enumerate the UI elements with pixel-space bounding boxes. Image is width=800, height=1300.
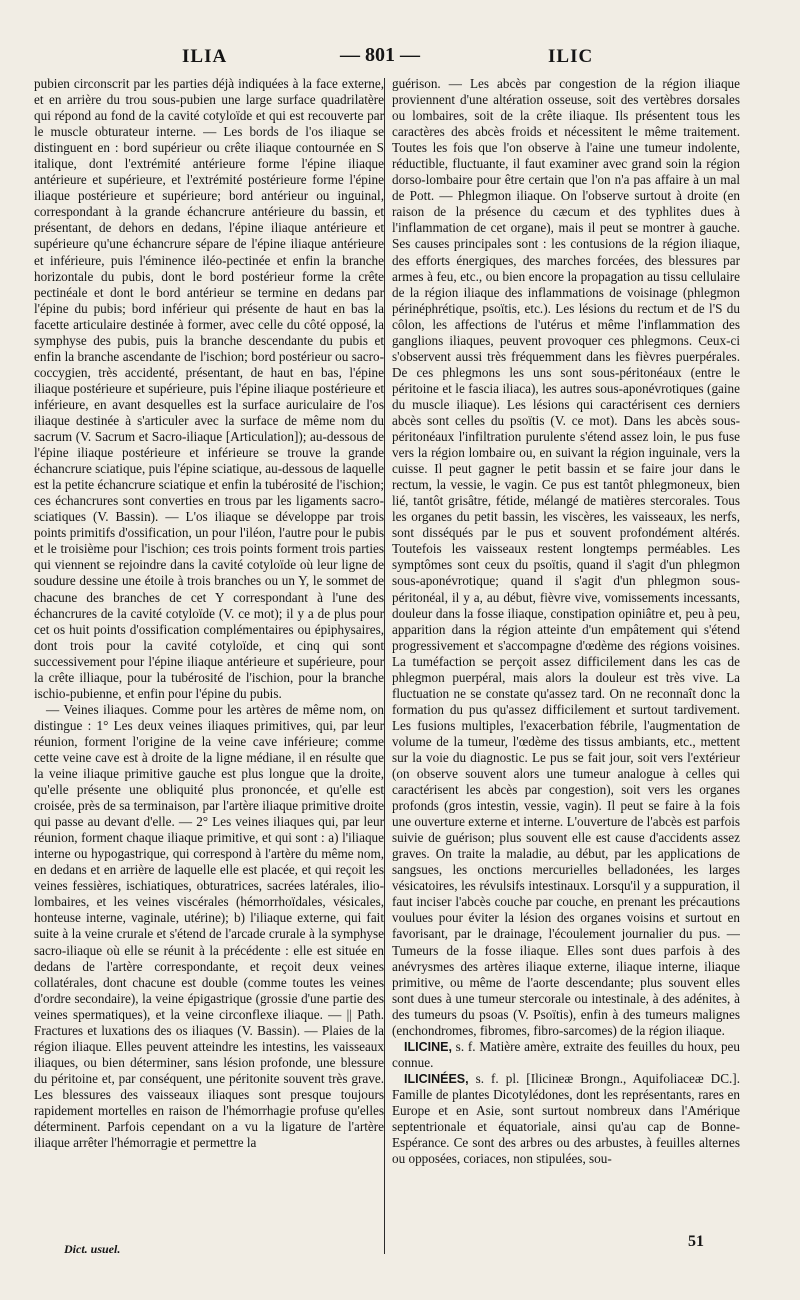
header-left-word: ILIA bbox=[182, 46, 228, 67]
entry-text: s. f. pl. [Ilicineæ Brongn., Aquifoliaceæ DC.]. Famille de plantes Dicotylédones, dont les représentants, rares en Europe et en Asie, sont surtout nombreux dans l'Amérique septentrionale et équatoriale, ainsi qu'au cap de Bonne-Espérance. Ce sont des arbres ou des arbustes, à feuilles alternes ou opposées, coriaces, non stipulées, sou- bbox=[392, 1070, 740, 1167]
left-column bbox=[34, 76, 384, 1256]
column-divider bbox=[384, 78, 385, 1254]
header-right-word: ILIC bbox=[548, 46, 594, 67]
entry-headword: ILICINE, bbox=[404, 1039, 452, 1054]
entry-ilicine bbox=[392, 1039, 740, 1071]
entry-text: s. f. Matière amère, extraite des feuilles du houx, peu connue. bbox=[392, 1038, 740, 1070]
right-column bbox=[392, 76, 740, 1256]
footer-signature: Dict. usuel. bbox=[64, 1242, 121, 1256]
paragraph-abces-phlegmon: guérison. — Les abcès par congestion de la région iliaque proviennent d'une altération osseuse, soit des vertèbres dorsales ou lombaires, soit de la crête iliaque. Ils présentent tous les caractères des abcès froids et nécessitent le même traitement. Toutes les fois que l'on observe à l'aine une tumeur indolente, réductible, fluctuante, il faut examiner avec grand soin la région dorso-lombaire pour être certain que l'on n'a pas affaire à un mal de Pott. — Phlegmon iliaque. On l'observe surtout à droite (en raison de la présence du cæcum et des typhlites dues à l'inflammation de cet organe), mais il peut se montrer à gauche. Ses causes principales sont : les contusions de la région iliaque, des efforts énergiques, des marches forcées, des blessures par armes à feu, etc., ou bien encore la propagation au tissu cellulaire de la région iliaque des inflammations de voisinage (phlegmon périnéphrétique, psoïtis, etc.). Les lésions du rectum et de l'S du côlon, les affections de l'utérus et même l'inflammation des ganglions iliaques, peuvent provoquer ces phlegmons. Ceux-ci s'observent aussi très fréquemment dans les fièvres puerpérales. De ces phlegmons les uns sont sous-péritonéaux (entre le péritoine et le fascia iliaca), les autres sous-aponévrotiques (gaine du muscle iliaque). Les lésions qui caractérisent ces derniers abcès sont celles du psoïtis (V. ce mot). Dans les abcès sous-péritonéaux l'infiltration purulente s'étend assez loin, le pus fuse vers la région lombaire ou, en suivant la région inguinale, vers la cuisse. Il peut gagner le petit bassin et se faire jour dans le rectum, la vessie, le vagin. Ce pus est tantôt phlegmoneux, bien lié, tantôt grisâtre, fétide, mélangé de matières stercorales. Tous les organes du petit bassin, les viscères, les vaisseaux, les nerfs, sont disséqués par le pus et souvent profondément altérés. Toutefois les vaisseaux restent longtemps perméables. Les symptômes sont ceux du psoïtis, quand il s'agit d'un phlegmon sous-aponévrotique; quand il s'agit d'un phlegmon sous-péritonéal, il y a, au début, fièvre vive, vomissements incessants, douleur dans la fosse iliaque, constipation opiniâtre et, peu à peu, apparition dans la région atteinte d'un empâtement qui s'étend progressivement et s'accompagne d'œdème des régions voisines. La tuméfaction se perçoit assez difficilement dans les cas de phlegmon puerpéral, mais alors la douleur est très vive. La fluctuation ne se constate qu'assez tard. On ne reconnaît donc la formation du pus qu'assez difficilement et surtout tardivement. Les fusions multiples, l'exacerbation fébrile, l'augmentation de volume de la tumeur, l'œdème des tissus ambiants, etc., mettent sur la voie du diagnostic. Le pus se fait jour, soit vers l'extérieur (on observe souvent alors une tumeur analogue à celles qui caractérisent les abcès par congestion), soit vers les organes profonds (gros intestin, vessie, vagin). Il peut se faire à la fois une ouverture externe et interne. L'ouverture de l'abcès est parfois suivie de guérison; plus souvent elle est cause d'accidents assez graves. On traite la maladie, au début, par les applications de sangsues, les onctions mercurielles belladonées, les larges vésicatoires, les révulsifs intestinaux. Lorsqu'il y a suppuration, il faut inciser l'abcès couche par couche, en prenant les précautions voulues pour éviter la lésion des organes voisins et surtout en favorisant, par le drainage, l'écoulement journalier du pus. — Tumeurs de la fosse iliaque. Elles sont dues parfois à des anévrysmes des artères iliaque externe, iliaque interne, iliaque primitive, ou même de l'aorte descendante; plus souvent elles sont dues à une tumeur stercorale ou intestinale, à des adénites, à des tumeurs du psoas (V. Psoïtis), enfin à des tumeurs malignes (enchondromes, fibromes, fibro-sarcomes) de la région iliaque. bbox=[392, 76, 740, 1038]
paragraph-veines-iliaques: — Veines iliaques. Comme pour les artères de même nom, on distingue : 1° Les deux veines iliaques primitives, qui, par leur réunion, forment l'origine de la veine cave inférieure; comme cette veine cave est à droite de la ligne médiane, il en résulte que la veine iliaque primitive gauche est plus longue que la droite, qu'elle présente une obliquité plus prononcée, et qu'elle est croisée, près de sa terminaison, par l'artère iliaque primitive droite qui passe au devant d'elle. — 2° Les veines iliaques qui, par leur réunion, forment chaque iliaque primitive, et qui sont : a) l'iliaque interne ou hypogastrique, qui correspond à l'artère du même nom, en dedans et en arrière de laquelle elle est placée, et qui reçoit les veines fessières, ischiatiques, obturatrices, sacrées latérales, ilio-lombaires, et les veines viscérales (hémorrhoïdales, vésicales, honteuse interne, vaginale, utérine); b) l'iliaque externe, qui fait suite à la veine crurale et s'étend de l'arcade crurale à la symphyse sacro-iliaque où elle se réunit à la précédente : elle est située en dedans de l'artère correspondante, et reçoit deux veines collatérales, dont chacune est double (comme toutes les veines d'ordre secondaire), la veine épigastrique (grossie d'une partie des veines spermatiques), et la veine circonflexe iliaque. — || Path. Fractures et luxations des os iliaques (V. Bassin). — Plaies de la région iliaque. Elles peuvent atteindre les intestins, les vaisseaux iliaques, ou bien déterminer, sans lésion profonde, une blessure du péritoine et, par conséquent, une péritonite souvent très grave. Les blessures des vaisseaux iliaques sont presque toujours rapidement mortelles en raison de l'hémorrhagie profuse qu'elles déterminent. Parfois cependant on a vu la ligature de l'artère iliaque arrêter l'hémorragie et permettre la bbox=[34, 701, 384, 1151]
footer-sheet-number: 51 bbox=[688, 1233, 704, 1250]
page-number: — 801 — bbox=[340, 44, 420, 66]
paragraph-os-iliaque: pubien circonscrit par les parties déjà indiquées à la face externe, et en arrière du trou sous-pubien une large surface quadrilatère qui répond au fond de la cavité cotyloïde et qui est recouverte par le muscle obturateur interne. — Les bords de l'os iliaque se distinguent en : bord supérieur ou crête iliaque contournée en S italique, dont l'extrémité antérieure forme l'épine iliaque antérieure et supérieure, et l'extrémité postérieure forme l'épine iliaque postérieure et supérieure; bord antérieur ou inguinal, correspondant à la grande échancrure antérieure du bassin, et présentant, de dehors en dedans, l'épine iliaque antérieure et supérieure qu'une échancrure sépare de l'épine iliaque antérieure et inférieure, puis l'éminence iléo-pectinée et enfin la branche horizontale du pubis, dont le bord postérieur forme la crête pectinéale et dont le bord antérieur se termine en dedans par l'épine du pubis; bord inférieur qui présente de haut en bas la facette articulaire destinée à former, avec celle du côté opposé, la symphyse des pubis, puis la branche descendante du pubis et enfin la branche ascendante de l'ischion; bord postérieur ou sacro-coccygien, très accidenté, présentant, de haut en bas, l'épine iliaque postérieure et supérieure, puis l'épine iliaque postérieure et inférieure, en avant desquelles est la surface auriculaire de l'os iliaque destinée à s'articuler avec la surface de même nom du sacrum (V. Sacrum et Sacro-iliaque [Articulation]); au-dessous de l'épine iliaque postérieure et inférieure se trouve la grande échancrure sciatique, puis l'épine sciatique, au-dessous de laquelle est la petite échancrure sciatique et enfin la tubérosité de l'ischion; ces échancrures sont converties en trous par les ligaments sacro-sciatiques (V. Bassin). — L'os iliaque se développe par trois points primitifs d'ossification, un pour l'iléon, l'autre pour le pubis et le troisième pour l'ischion; ces trois points forment trois parties qui viennent se rejoindre dans la cavité cotyloïde où leur ligne de soudure dessine une étoile à trois branches ou un Y, le sommet de chacune des branches de cet Y correspondant à l'une des échancrures de la cavité cotyloïde (V. ce mot); il y a de plus pour cet os huit points d'ossification complémentaires ou épiphysaires, dont trois pour la cavité cotyloïde, et cinq qui sont successivement pour l'épine iliaque antérieure et supérieure, pour la crête illiaque, pour la tubérosité de l'ischion, pour la branche ischio-pubienne, et enfin pour l'épine du pubis. bbox=[34, 76, 384, 701]
entry-headword: ILICINÉES, bbox=[404, 1071, 469, 1086]
entry-ilicinees bbox=[392, 1071, 740, 1167]
page-header bbox=[30, 40, 770, 70]
